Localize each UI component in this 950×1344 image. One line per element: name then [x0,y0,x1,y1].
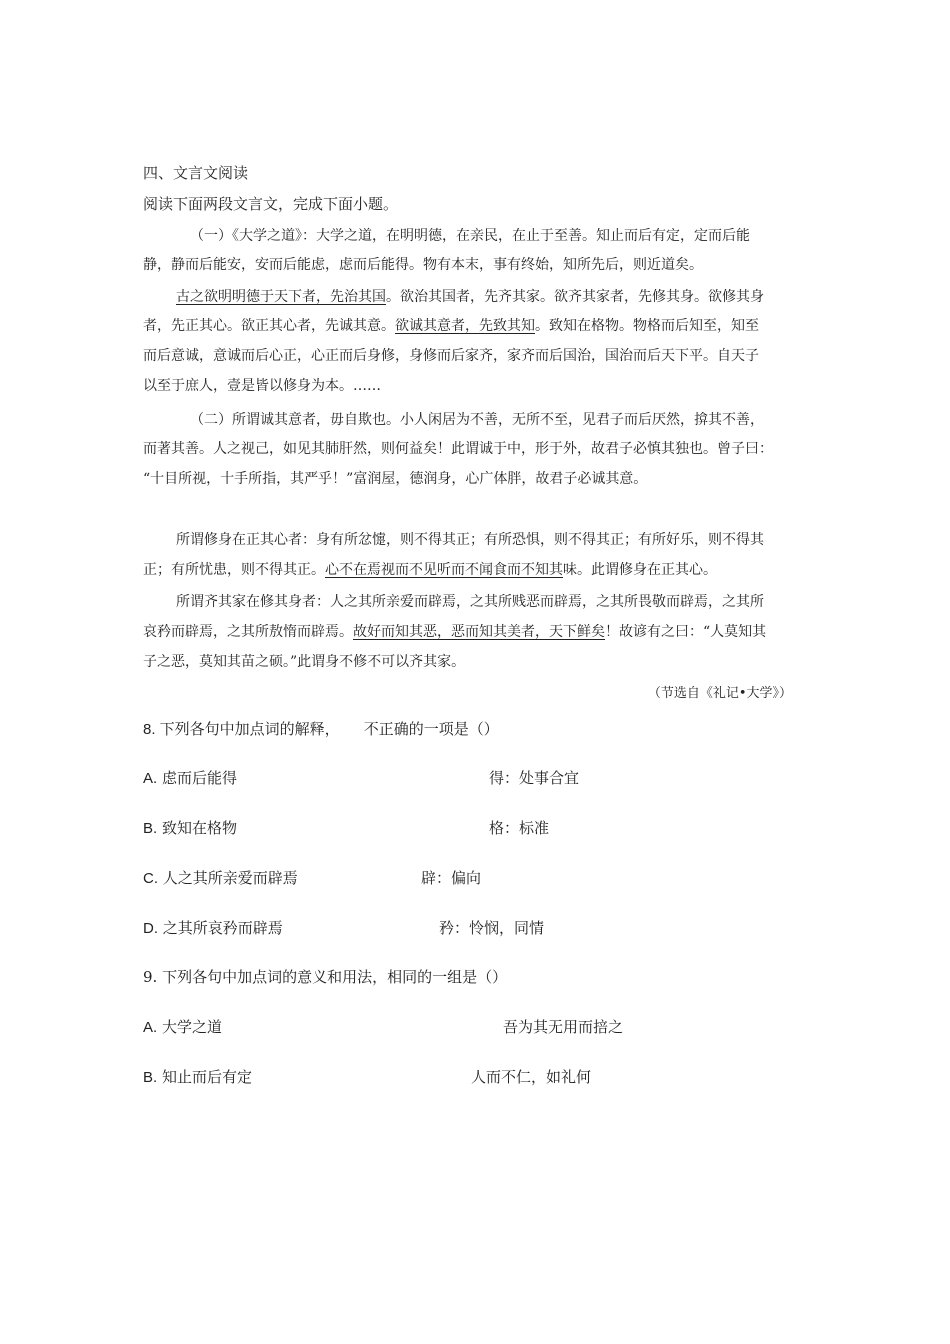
question-9-option-a-gloss: 吾为其无用而掊之 [503,1018,624,1036]
passage-line [176,287,764,307]
instruction: 阅读下面两段文言文，完成下面小题。 [143,195,399,213]
passage-line: 而著其善。人之视己，如见其肺肝然，则何益矣！此谓诚于中，形于外，故君子必慎其独也。曾子曰： [143,441,773,457]
passage-line: 所谓修身在正其心者：身有所忿懥，则不得其正；有所恐惧，则不得其正；有所好乐，则不得其 [176,532,764,548]
passage-line [143,560,717,580]
question-8-option-a-gloss: 得：处事合宜 [489,769,580,787]
underlined-sentence: 故好而知其恶，恶而知其美者，天下鲜矣 [353,624,605,640]
passage-line: 子之恶，莫知其苗之硕。”此谓身不修不可以齐其家。 [143,654,466,670]
passage-line [143,316,759,336]
question-8-stem: 8. 下列各句中加点词的解释， 不正确的一项是（） [143,720,499,738]
passage-line: 而后意诚，意诚而后心正，心正而后身修，身修而后家齐，家齐而后国治，国治而后天下平。自天子 [143,348,759,364]
underlined-sentence: 古之欲明明德于天下者，先治其国 [176,289,386,305]
question-8-option-a: A. 虑而后能得 [143,769,237,787]
passage-line [143,622,766,642]
question-8-option-b-gloss: 格：标准 [489,819,550,837]
passage-text: 正；有所忧患，则不得其正。 [143,562,325,578]
passage-text: ！故谚有之曰：“人莫知其 [605,624,767,640]
underlined-sentence: 心不在焉视而不见听而不闻食而不知其 [325,562,563,578]
passage-text: 味。此谓修身在正其心。 [563,562,717,578]
passage-text: 者，先正其心。欲正其心者，先诚其意。 [143,318,395,334]
underlined-sentence: 欲诚其意者，先致其知 [395,318,535,334]
passage-line: 以至于庶人，壹是皆以修身为本。…… [143,378,381,394]
source-citation: （节选自《礼记•大学》） [647,686,792,701]
passage-line: 静，静而后能安，安而后能虑，虑而后能得。物有本末，事有终始，知所先后，则近道矣。 [143,257,703,273]
passage-line: （二）所谓诚其意者，毋自欺也。小人闲居为不善，无所不至，见君子而后厌然，揜其不善， [190,412,764,428]
passage-text: 。致知在格物。物格而后知至，知至 [535,318,759,334]
question-8-option-c-gloss: 辟：偏向 [421,869,482,887]
passage-line: “十目所视，十手所指，其严乎！”富润屋，德润身，心广体胖，故君子必诚其意。 [143,471,648,487]
question-9-option-a: A. 大学之道 [143,1018,222,1036]
question-9-stem: 9. 下列各句中加点词的意义和用法，相同的一组是（） [143,968,508,986]
passage-line: （一）《大学之道》：大学之道，在明明德，在亲民，在止于至善。知止而后有定，定而后能 [190,228,750,244]
question-8-option-b: B. 致知在格物 [143,819,237,837]
question-8-option-d-gloss: 矜：怜悯，同情 [439,919,545,937]
passage-line: 所谓齐其家在修其身者：人之其所亲爱而辟焉，之其所贱恶而辟焉，之其所畏敬而辟焉，之其所 [176,594,764,610]
passage-text: 。欲治其国者，先齐其家。欲齐其家者，先修其身。欲修其身 [386,289,764,305]
question-8-option-c: C. 人之其所亲爱而辟焉 [143,869,298,887]
passage-text: 哀矜而辟焉，之其所敖惰而辟焉。 [143,624,353,640]
question-8-option-d: D. 之其所哀矜而辟焉 [143,919,283,937]
question-9-option-b-gloss: 人而不仁，如礼何 [471,1068,592,1086]
section-title: 四、文言文阅读 [143,164,249,182]
question-9-option-b: B. 知止而后有定 [143,1068,252,1086]
